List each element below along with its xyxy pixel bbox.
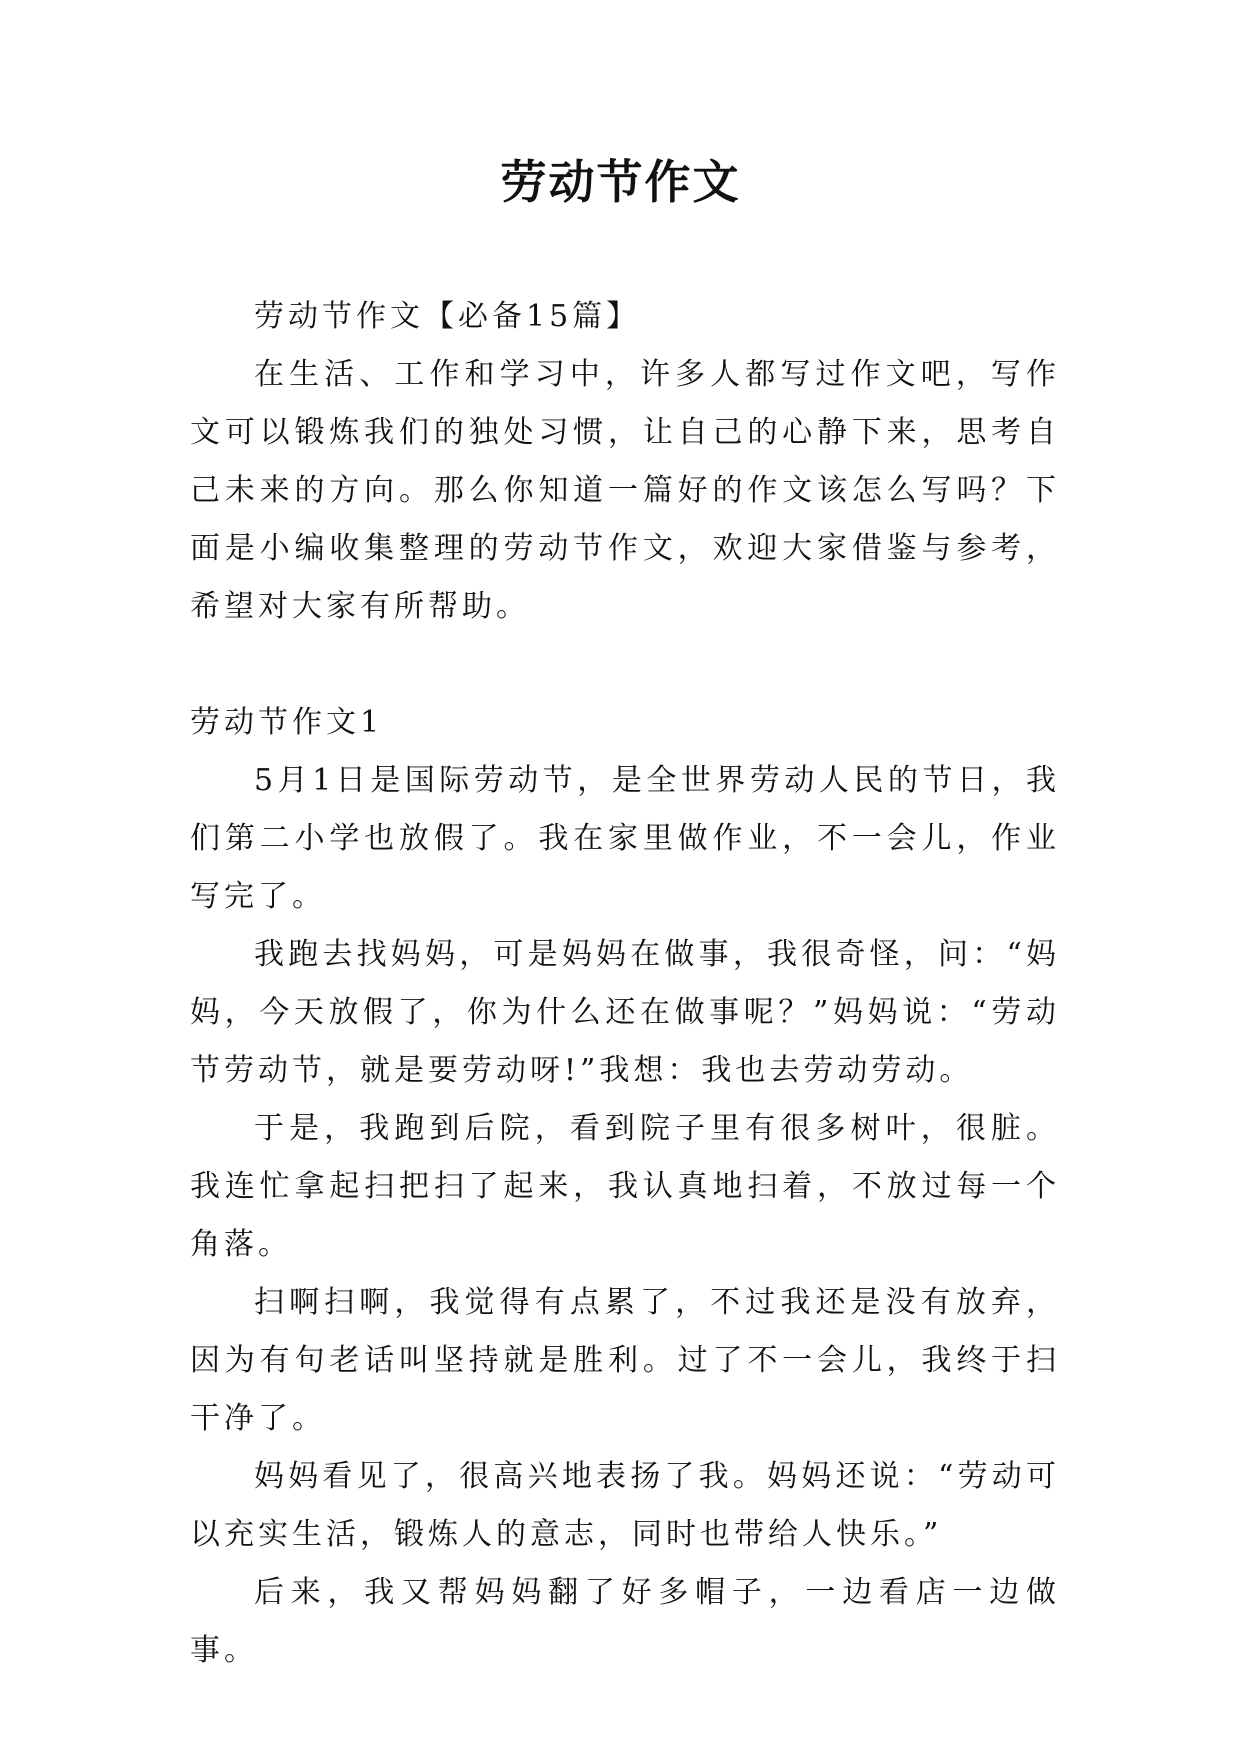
section-spacer [190,636,1060,694]
intro-paragraph: 在生活、工作和学习中，许多人都写过作文吧，写作文可以锻炼我们的独处习惯，让自己的心静下来，思考自己未来的方向。那么你知道一篇好的作文该怎么写吗？下面是小编收集整理的劳动节作文，欢迎大家借鉴与参考，希望对大家有所帮助。 [190,357,1060,624]
essay-heading: 劳动节作文1 [190,705,384,740]
essay-paragraph: 5月1日是国际劳动节，是全世界劳动人民的节日，我们第二小学也放假了。我在家里做作业，不一会儿，作业写完了。 [190,763,1060,914]
essay-paragraph: 于是，我跑到后院，看到院子里有很多树叶，很脏。我连忙拿起扫把扫了起来，我认真地扫着，不放过每一个角落。 [190,1111,1060,1262]
essay-paragraph: 扫啊扫啊，我觉得有点累了，不过我还是没有放弃，因为有句老话叫坚持就是胜利。过了不一会儿，我终于扫干净了。 [190,1285,1060,1436]
essay-paragraph: 妈妈看见了，很高兴地表扬了我。妈妈还说：“劳动可以充实生活，锻炼人的意志，同时也带给人快乐。” [190,1459,1060,1552]
intro-heading: 劳动节作文【必备15篇】 [254,299,641,334]
document-title: 劳动节作文 [500,155,741,209]
document-body [190,288,1060,1680]
essay-paragraph: 后来，我又帮妈妈翻了好多帽子，一边看店一边做事。 [190,1575,1060,1668]
essay-paragraph: 我跑去找妈妈，可是妈妈在做事，我很奇怪，问：“妈妈，今天放假了，你为什么还在做事呢？”妈妈说：“劳动节劳动节，就是要劳动呀!”我想：我也去劳动劳动。 [190,937,1060,1088]
